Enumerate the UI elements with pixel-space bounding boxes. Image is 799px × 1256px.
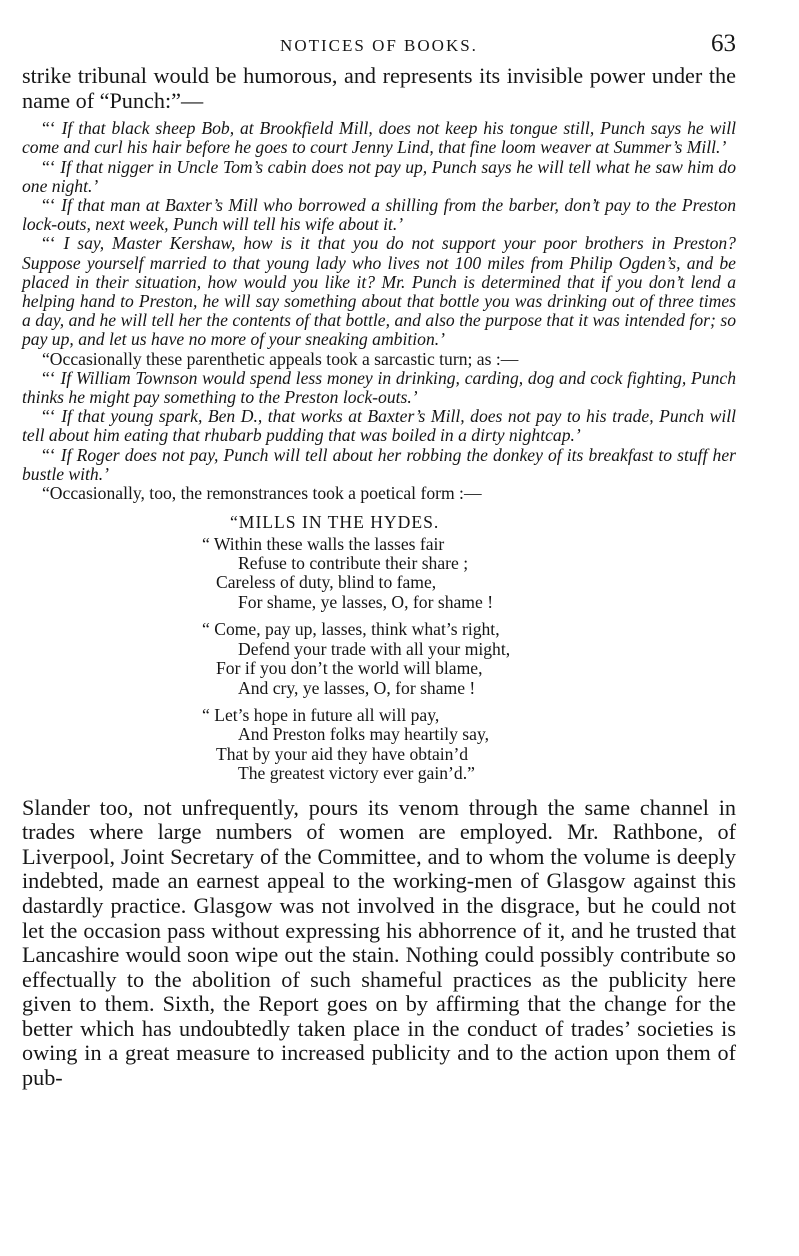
poem-line: And cry, ye lasses, O, for shame ! — [238, 677, 476, 698]
closing-paragraph: Slander too, not unfrequently, pours its venom through the same channel in trades where large numbers of women are employed. Mr. Rathbone, of Liverpool, Joint Secretary of the Committee, and to whom the volume is deeply indebted, made an earnest appeal to the working-men of Glasgow against this dastardly practice. Glasgow was not involved in the disgrace, but he could not let the occasion pass without expressing his abhorrence of it, and he trusted that Lancashire would soon wipe out the stain. Nothing could possibly contribute so effectually to the abolition of such shameful practices as the publicity here given to them. Sixth, the Report goes on by affirming that the change for the better which has undoubtedly taken place in the conduct of trades’ societies is owing in a great measure to increased publicity and to the action upon them of pub- — [22, 794, 736, 1091]
page-number: 63 — [711, 30, 736, 57]
poetical-intro: “Occasionally, too, the remonstrances took a poetical form :— — [42, 483, 482, 504]
quote-item: “‘ I say, Master Kershaw, how is it that you do not support your poor brothers in Preston? Suppose yourself married to that young lady who lives not 100 miles from Philip Ogden’s, and be placed in their situation, how would you like it? Mr. Punch is determined that if you don’t lend a helping hand to Preston, he will say something about that bottle you was drinking out of three times a day, and he will tell her the contents of that bottle, and also the purpose that it was intended for; so pay up, and let us have no more of your sneaking ambition.’ — [22, 233, 736, 350]
poem-line: The greatest victory ever gain’d.” — [238, 763, 475, 784]
running-title: NOTICES OF BOOKS. — [280, 36, 478, 55]
quote-item: “‘ If that nigger in Uncle Tom’s cabin does not pay up, Punch says he will tell what he saw him do one night.’ — [22, 156, 736, 196]
poem-stanza — [202, 706, 736, 784]
poem-line: “ Within these walls the lasses fair — [202, 533, 445, 554]
poem-line: Refuse to contribute their share ; — [238, 553, 469, 574]
book-page — [22, 30, 736, 1091]
quote-item: “‘ If that black sheep Bob, at Brookfield Mill, does not keep his tongue still, Punch says he will come and curl his hair before he goes to court Jenny Lind, that fine loom weaver at Summer’s Mill.’ — [22, 118, 736, 158]
poem-line: And Preston folks may heartily say, — [238, 724, 489, 745]
sarcastic-intro: “Occasionally these parenthetic appeals took a sarcastic turn; as :— — [42, 348, 519, 369]
quote-item: “‘ If William Townson would spend less money in drinking, carding, dog and cock fighting, Punch thinks he might pay something to the Preston lock-outs.’ — [22, 367, 737, 408]
poem-line: “ Come, pay up, lasses, think what’s right, — [202, 619, 500, 640]
poem-line: That by your aid they have obtain’d — [216, 743, 469, 764]
poem-stanza — [202, 535, 736, 613]
poem-stanza — [202, 620, 736, 698]
poem-title: “MILLS IN THE HYDES. — [230, 512, 440, 533]
quote-item: “‘ If Roger does not pay, Punch will tell about her robbing the donkey of its breakfast to stuff her bustle with.’ — [22, 444, 736, 484]
intro-paragraph: strike tribunal would be humorous, and represents its invisible power under the name of “Punch:”— — [22, 63, 736, 113]
poem — [202, 513, 736, 783]
quote-item: “‘ If that young spark, Ben D., that works at Baxter’s Mill, does not pay to his trade, Punch will tell about him eating that rhubarb pudding that was boiled in a dirty nightcap.’ — [22, 406, 736, 446]
poem-line: Careless of duty, blind to fame, — [216, 572, 437, 593]
poem-line: Defend your trade with all your might, — [238, 638, 511, 659]
quote-item: “‘ If that man at Baxter’s Mill who borrowed a shilling from the barber, don’t pay to the Preston lock-outs, next week, Punch will tell his wife about it.’ — [22, 195, 736, 235]
poem-line: “ Let’s hope in future all will pay, — [202, 704, 440, 725]
poem-line: For shame, ye lasses, O, for shame ! — [238, 591, 494, 612]
running-head — [22, 30, 736, 64]
punch-quotes — [22, 119, 736, 503]
poem-line: For if you don’t the world will blame, — [216, 658, 483, 679]
